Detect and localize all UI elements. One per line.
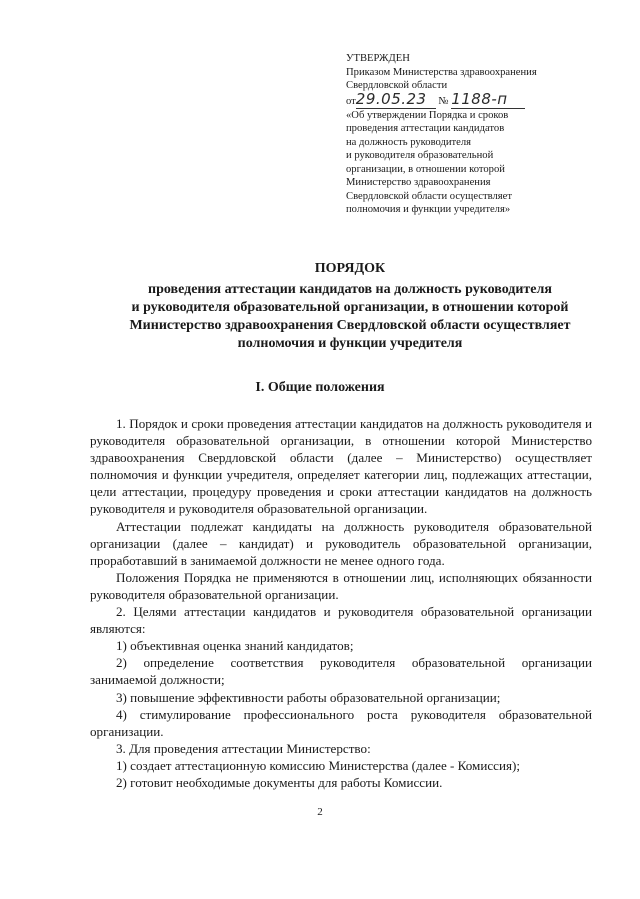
approval-subject-line-2: проведения аттестации кандидатов xyxy=(346,123,505,134)
list-item: 4) стимулирование профессионального роста руководителя образовательной организации. xyxy=(90,706,592,739)
title-line-4: полномочия и функции учредителя xyxy=(237,336,463,351)
handwritten-number: 1188-п xyxy=(451,89,508,108)
approval-subject-line-6: Министерство здравоохранения xyxy=(346,177,491,188)
approval-region-line: Свердловской области xyxy=(346,80,448,91)
paragraph: 1. Порядок и сроки проведения аттестации кандидатов на должность руководителя и руководителя образовательной организации, в отношении которой Министерство здравоохранения Свердловской области (далее – Министерство) осуществляет полномочия и функции учредителя, определяет категории лиц, подлежащих аттестации, цели аттестации, процедуру проведения и сроки аттестации кандидатов на должность руководителя и руководителя образовательной организации. xyxy=(90,416,592,517)
approval-order-line: Приказом Министерства здравоохранения xyxy=(346,66,537,78)
list-item: 3) повышение эффективности работы образовательной организации; xyxy=(116,689,501,705)
list-item: 2) готовит необходимые документы для работы Комиссии. xyxy=(116,774,443,790)
paragraph: 3. Для проведения аттестации Министерство: xyxy=(116,740,371,756)
approval-subject-line-7: Свердловской области осуществляет xyxy=(346,190,512,202)
approval-stamp xyxy=(346,52,626,217)
approval-subject-line-8: полномочия и функции учредителя» xyxy=(346,204,511,215)
number-prefix: № xyxy=(438,95,449,107)
list-item: 2) определение соответствия руководителя образовательной организации занимаемой должности; xyxy=(90,655,592,688)
approval-date-number-line xyxy=(346,89,626,109)
title-main: ПОРЯДОК xyxy=(314,261,386,276)
list-item: 1) создает аттестационную комиссию Министерства (далее - Комиссия); xyxy=(116,757,520,773)
title-line-1: проведения аттестации кандидатов на должность руководителя xyxy=(148,282,552,297)
date-field xyxy=(355,89,436,109)
list-item: 1) объективная оценка знаний кандидатов; xyxy=(116,638,354,654)
approval-subject-line-4: и руководителя образовательной xyxy=(346,150,494,161)
section-heading: I. Общие положения xyxy=(255,380,385,395)
page-number: 2 xyxy=(317,806,323,818)
document-title xyxy=(90,260,610,353)
approval-subject-line-1: «Об утверждении Порядка и сроков xyxy=(346,109,509,121)
number-field xyxy=(451,89,525,109)
paragraph: 2. Целями аттестации кандидатов и руководителя образовательной организации являются: xyxy=(90,604,592,637)
document-body xyxy=(90,415,592,791)
handwritten-date: 29.05.23 xyxy=(355,89,427,108)
title-line-3: Министерство здравоохранения Свердловской области осуществляет xyxy=(129,318,571,333)
approval-subject-line-3: на должность руководителя xyxy=(346,136,472,148)
date-prefix: от xyxy=(346,95,356,107)
approval-subject-line-5: организации, в отношении которой xyxy=(346,163,505,175)
title-line-2: и руководителя образовательной организации, в отношении которой xyxy=(131,300,569,315)
approval-heading: УТВЕРЖДЕН xyxy=(346,53,410,64)
paragraph: Аттестации подлежат кандидаты на должность руководителя образовательной организации (далее – кандидат) и руководитель образовательной организации, проработавший в занимаемой должности не менее одного года. xyxy=(90,518,592,568)
paragraph: Положения Порядка не применяются в отношении лиц, исполняющих обязанности руководителя образовательной организации. xyxy=(90,569,592,602)
